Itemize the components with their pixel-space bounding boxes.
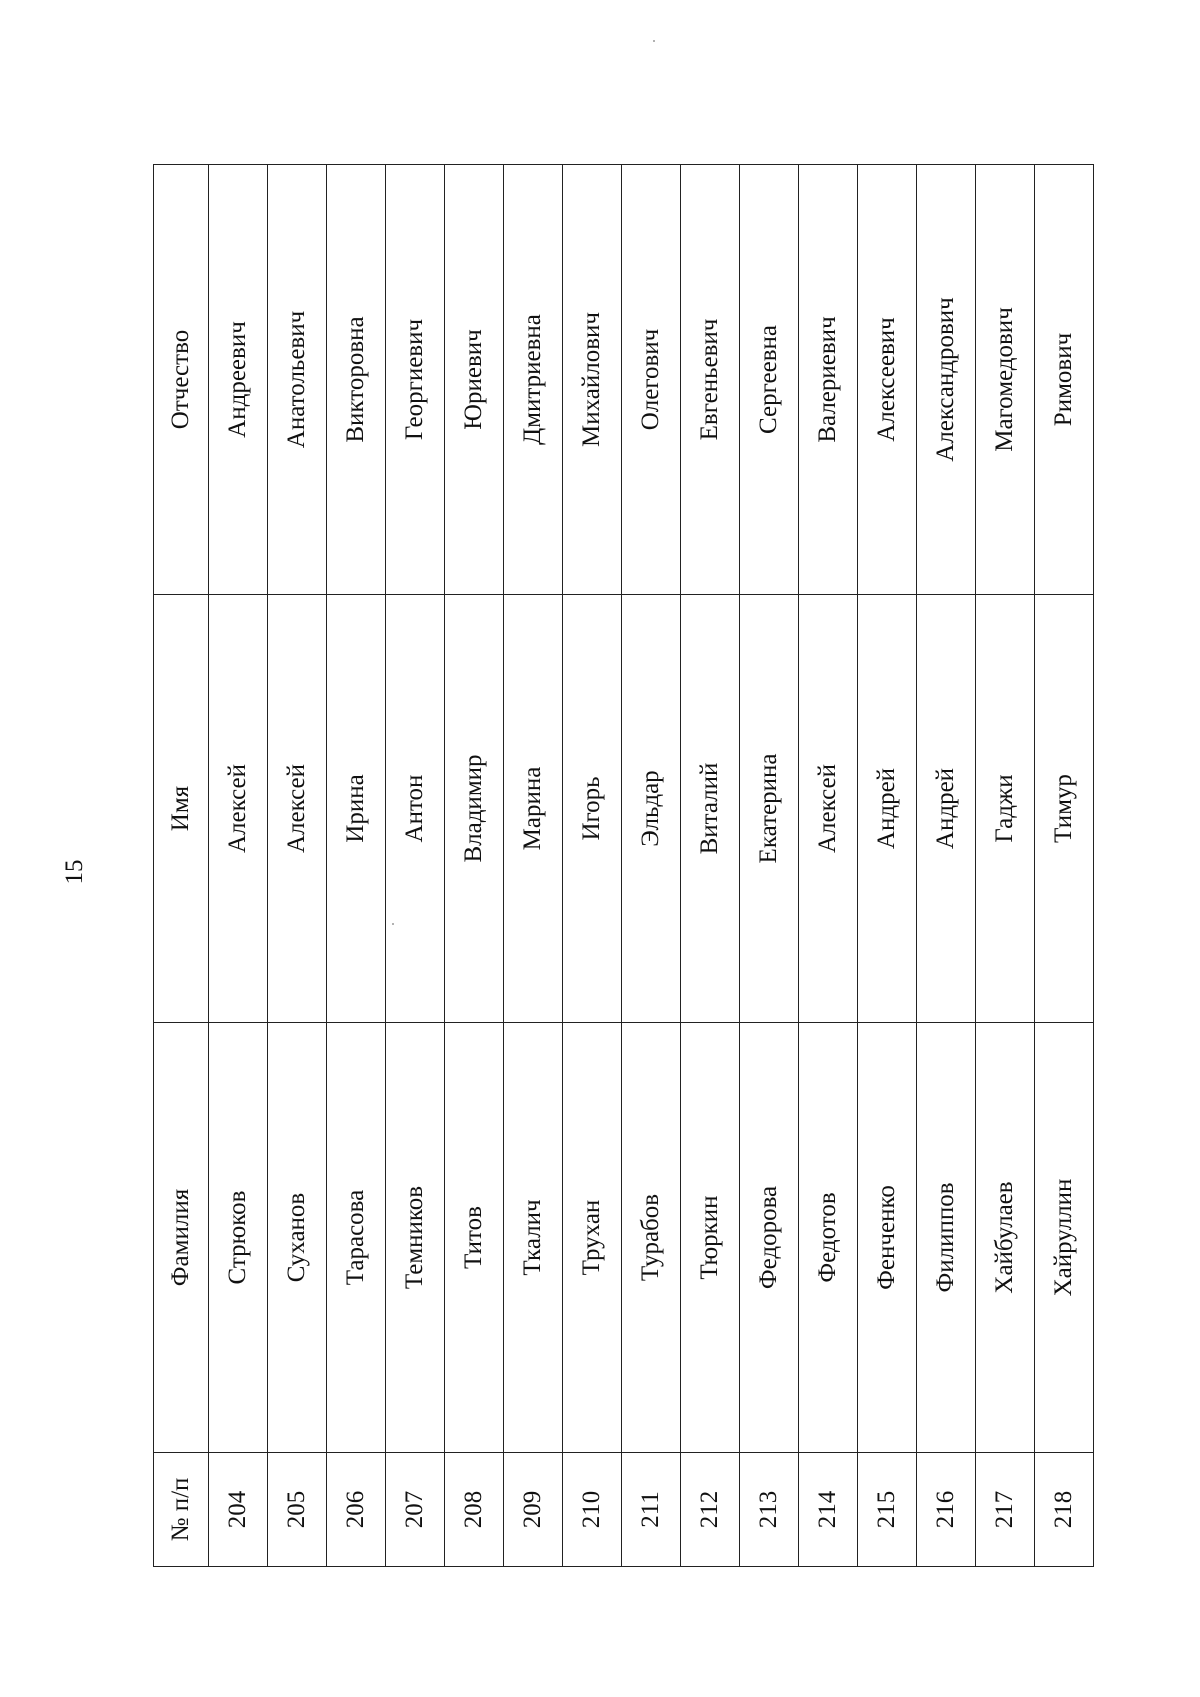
table-row <box>327 165 386 1567</box>
cell-patronymic: Валериевич <box>799 165 858 595</box>
table-row <box>740 165 799 1567</box>
cell-num: 216 <box>917 1453 976 1567</box>
cell-patronymic: Дмитриевна <box>504 165 563 595</box>
table-row <box>917 165 976 1567</box>
cell-num: 210 <box>563 1453 622 1567</box>
cell-num: 217 <box>976 1453 1035 1567</box>
header-last-name: Фамилия <box>154 1023 209 1453</box>
header-patronymic: Отчество <box>154 165 209 595</box>
cell-last-name: Федотов <box>799 1023 858 1453</box>
scan-speck <box>653 40 655 42</box>
cell-first-name: Алексей <box>268 595 327 1023</box>
cell-num: 206 <box>327 1453 386 1567</box>
cell-patronymic: Георгиевич <box>386 165 445 595</box>
cell-first-name: Виталий <box>681 595 740 1023</box>
cell-first-name: Эльдар <box>622 595 681 1023</box>
cell-first-name: Владимир <box>445 595 504 1023</box>
table-row <box>858 165 917 1567</box>
table-row <box>386 165 445 1567</box>
cell-last-name: Стрюков <box>209 1023 268 1453</box>
cell-first-name: Гаджи <box>976 595 1035 1023</box>
cell-last-name: Темников <box>386 1023 445 1453</box>
cell-num: 205 <box>268 1453 327 1567</box>
table-header-row <box>154 165 209 1567</box>
cell-last-name: Хайруллин <box>1035 1023 1094 1453</box>
cell-patronymic: Юриевич <box>445 165 504 595</box>
cell-patronymic: Александрович <box>917 165 976 595</box>
cell-patronymic: Римович <box>1035 165 1094 595</box>
cell-last-name: Титов <box>445 1023 504 1453</box>
table-row <box>681 165 740 1567</box>
cell-patronymic: Михайлович <box>563 165 622 595</box>
cell-last-name: Федорова <box>740 1023 799 1453</box>
cell-num: 209 <box>504 1453 563 1567</box>
cell-num: 204 <box>209 1453 268 1567</box>
roster-table <box>153 164 1094 1567</box>
cell-num: 211 <box>622 1453 681 1567</box>
cell-num: 218 <box>1035 1453 1094 1567</box>
page-number: 15 <box>61 859 88 885</box>
table-row <box>268 165 327 1567</box>
table-row <box>504 165 563 1567</box>
cell-first-name: Игорь <box>563 595 622 1023</box>
cell-last-name: Фенченко <box>858 1023 917 1453</box>
cell-first-name: Марина <box>504 595 563 1023</box>
cell-last-name: Суханов <box>268 1023 327 1453</box>
cell-patronymic: Алексеевич <box>858 165 917 595</box>
cell-last-name: Турабов <box>622 1023 681 1453</box>
table-row <box>799 165 858 1567</box>
table-row <box>445 165 504 1567</box>
cell-last-name: Филиппов <box>917 1023 976 1453</box>
header-num: № п/п <box>154 1453 209 1567</box>
cell-num: 208 <box>445 1453 504 1567</box>
cell-last-name: Тарасова <box>327 1023 386 1453</box>
table-row <box>563 165 622 1567</box>
cell-patronymic: Андреевич <box>209 165 268 595</box>
table-row <box>209 165 268 1567</box>
cell-first-name: Андрей <box>917 595 976 1023</box>
cell-first-name: Екатерина <box>740 595 799 1023</box>
cell-patronymic: Анатольевич <box>268 165 327 595</box>
roster-table-container <box>153 165 1077 1567</box>
cell-patronymic: Сергеевна <box>740 165 799 595</box>
cell-first-name: Ирина <box>327 595 386 1023</box>
cell-num: 215 <box>858 1453 917 1567</box>
cell-patronymic: Магомедович <box>976 165 1035 595</box>
cell-first-name: Антон <box>386 595 445 1023</box>
cell-first-name: Алексей <box>799 595 858 1023</box>
table-row <box>622 165 681 1567</box>
cell-first-name: Андрей <box>858 595 917 1023</box>
cell-last-name: Ткалич <box>504 1023 563 1453</box>
cell-last-name: Трухан <box>563 1023 622 1453</box>
cell-num: 214 <box>799 1453 858 1567</box>
cell-num: 213 <box>740 1453 799 1567</box>
table-row <box>1035 165 1094 1567</box>
cell-first-name: Алексей <box>209 595 268 1023</box>
cell-last-name: Тюркин <box>681 1023 740 1453</box>
cell-first-name: Тимур <box>1035 595 1094 1023</box>
header-first-name: Имя <box>154 595 209 1023</box>
cell-patronymic: Олегович <box>622 165 681 595</box>
cell-patronymic: Викторовна <box>327 165 386 595</box>
table-row <box>976 165 1035 1567</box>
cell-num: 212 <box>681 1453 740 1567</box>
table-body <box>209 165 1094 1567</box>
cell-last-name: Хайбулаев <box>976 1023 1035 1453</box>
cell-num: 207 <box>386 1453 445 1567</box>
cell-patronymic: Евгеньевич <box>681 165 740 595</box>
